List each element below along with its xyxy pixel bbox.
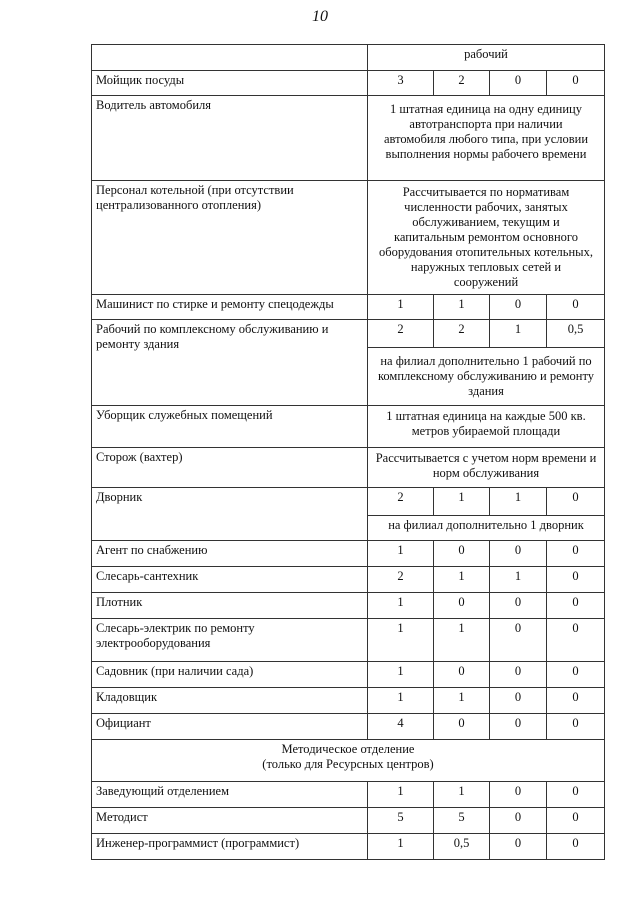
value-cell: 1 [434,295,490,320]
value-cell: 1 [434,782,490,808]
value-cell: 0 [547,688,605,714]
table-row [92,541,605,567]
position-name: Дворник [92,488,368,541]
value-cell: 1 [434,488,490,516]
table-row [92,808,605,834]
norm-note: 1 штатная единица на каждые 500 кв. метров убираемой площади [368,406,605,448]
value-cell: 0 [490,688,547,714]
value-cell: 1 [368,662,434,688]
norm-note: Рассчитывается с учетом норм времени и норм обслуживания [368,448,605,488]
table-row [92,71,605,96]
value-cell: 1 [434,619,490,662]
page-number: 10 [312,8,328,25]
section-title: Методическое отделение [281,742,415,756]
table-row [92,295,605,320]
header-label: рабочий [368,45,605,71]
position-name-line: Слесарь-электрик по ремонту [96,621,255,635]
value-cell: 0 [434,662,490,688]
value-cell: 0 [490,808,547,834]
value-cell: 0 [434,714,490,740]
table-row [92,448,605,488]
value-cell: 0 [547,488,605,516]
table-row [92,320,605,348]
position-name: Методист [92,808,368,834]
table-row [92,406,605,448]
value-cell: 0 [490,714,547,740]
value-cell: 0,5 [434,834,490,860]
position-name: Инженер-программист (программист) [92,834,368,860]
table-row [92,45,605,71]
table-row [92,567,605,593]
value-cell: 5 [368,808,434,834]
value-cell: 0 [490,541,547,567]
table-row [92,488,605,516]
norm-note: Рассчитывается по нормативам численности рабочих, занятых обслуживанием, текущим и капитальным ремонтом основного оборудования отопительных котельных, наружных тепловых сетей и сооружений [368,181,605,295]
value-cell: 0 [547,619,605,662]
position-name: Плотник [92,593,368,619]
position-name: Мойщик посуды [92,71,368,96]
position-name: Сторож (вахтер) [92,448,368,488]
value-cell: 1 [434,567,490,593]
value-cell: 0 [547,295,605,320]
table-row [92,181,605,295]
table-row [92,96,605,181]
value-cell: 0 [490,619,547,662]
value-cell: 1 [490,567,547,593]
value-cell: 1 [368,295,434,320]
value-cell: 0 [490,782,547,808]
value-cell: 2 [368,567,434,593]
position-name [92,181,368,295]
value-cell: 2 [434,320,490,348]
section-header [92,740,605,782]
position-name: Кладовщик [92,688,368,714]
value-cell: 0 [547,567,605,593]
value-cell: 0 [490,662,547,688]
value-cell: 1 [368,593,434,619]
position-name [92,320,368,406]
value-cell: 0 [490,295,547,320]
value-cell: 1 [368,541,434,567]
value-cell: 0 [547,714,605,740]
value-cell: 0 [547,593,605,619]
value-cell: 4 [368,714,434,740]
table-row [92,714,605,740]
table-row [92,834,605,860]
norm-note: на филиал дополнительно 1 рабочий по комплексному обслуживанию и ремонту здания [368,348,605,406]
value-cell: 0 [490,834,547,860]
position-name: Садовник (при наличии сада) [92,662,368,688]
value-cell: 0 [434,593,490,619]
value-cell: 0 [547,782,605,808]
value-cell: 0 [547,662,605,688]
value-cell: 1 [368,619,434,662]
value-cell: 0 [547,808,605,834]
table-row [92,662,605,688]
staffing-table [91,44,605,860]
table-cell [92,45,368,71]
value-cell: 1 [490,320,547,348]
position-name: Агент по снабжению [92,541,368,567]
value-cell: 3 [368,71,434,96]
section-subtitle: (только для Ресурсных центров) [262,757,434,771]
value-cell: 0 [547,834,605,860]
position-name: Официант [92,714,368,740]
position-name: Водитель автомобиля [92,96,368,181]
value-cell: 1 [368,782,434,808]
table-row [92,619,605,662]
position-name-line: Рабочий по комплексному обслуживанию и [96,322,329,336]
value-cell: 2 [368,320,434,348]
value-cell: 0,5 [547,320,605,348]
value-cell: 0 [490,71,547,96]
position-name-line: ремонту здания [96,337,180,351]
table-row [92,593,605,619]
value-cell: 1 [368,688,434,714]
value-cell: 1 [368,834,434,860]
table-row [92,688,605,714]
value-cell: 0 [547,541,605,567]
value-cell: 5 [434,808,490,834]
value-cell: 0 [490,593,547,619]
value-cell: 2 [434,71,490,96]
value-cell: 1 [490,488,547,516]
position-name: Уборщик служебных помещений [92,406,368,448]
position-name: Слесарь-сантехник [92,567,368,593]
position-name: Машинист по стирке и ремонту спецодежды [92,295,368,320]
norm-note: на филиал дополнительно 1 дворник [368,516,605,541]
table-row [92,782,605,808]
section-row [92,740,605,782]
value-cell: 0 [547,71,605,96]
value-cell: 2 [368,488,434,516]
value-cell: 1 [434,688,490,714]
position-name-line: Персонал котельной (при отсутствии [96,183,294,197]
position-name [92,619,368,662]
position-name-line: электрооборудования [96,636,211,650]
position-name-line: централизованного отопления) [96,198,261,212]
norm-note: 1 штатная единица на одну единицу автотранспорта при наличии автомобиля любого типа, при условии выполнения нормы рабочего времени [368,96,605,181]
position-name: Заведующий отделением [92,782,368,808]
value-cell: 0 [434,541,490,567]
